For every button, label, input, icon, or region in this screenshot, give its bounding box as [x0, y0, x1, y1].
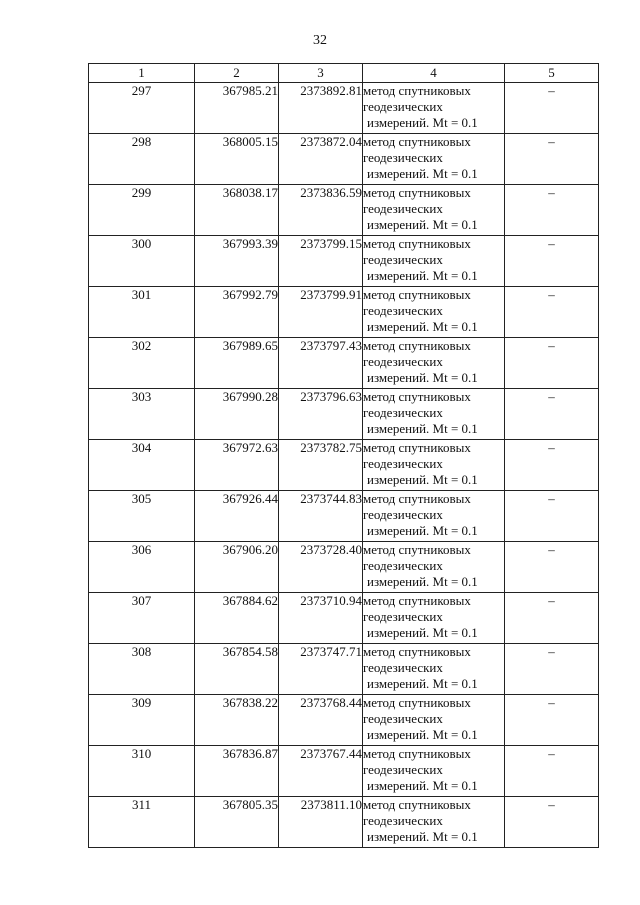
table-row — [89, 134, 599, 185]
table-row — [89, 236, 599, 287]
x-coordinate-cell: 368038.17 — [195, 185, 279, 236]
method-text-line: геодезических — [363, 405, 443, 420]
note-cell: – — [505, 491, 599, 542]
method-text-line: измерений. Mt = 0.1 — [367, 625, 478, 640]
method-text-line: метод спутниковых — [363, 797, 471, 812]
y-coordinate-cell: 2373872.04 — [279, 134, 363, 185]
method-text-line: метод спутниковых — [363, 83, 471, 98]
method-cell — [363, 491, 505, 542]
method-text-line: измерений. Mt = 0.1 — [367, 115, 478, 130]
method-cell — [363, 287, 505, 338]
point-number-cell: 308 — [89, 644, 195, 695]
method-text-line: метод спутниковых — [363, 338, 471, 353]
table-row — [89, 491, 599, 542]
point-number-cell: 300 — [89, 236, 195, 287]
x-coordinate-cell: 367836.87 — [195, 746, 279, 797]
method-text-line: измерений. Mt = 0.1 — [367, 217, 478, 232]
column-header: 2 — [195, 64, 279, 83]
table-row — [89, 185, 599, 236]
x-coordinate-cell: 367993.39 — [195, 236, 279, 287]
method-text-line: геодезических — [363, 660, 443, 675]
y-coordinate-cell: 2373710.94 — [279, 593, 363, 644]
method-text-line: геодезических — [363, 711, 443, 726]
method-cell — [363, 134, 505, 185]
y-coordinate-cell: 2373796.63 — [279, 389, 363, 440]
table-row — [89, 389, 599, 440]
method-text-line: геодезических — [363, 150, 443, 165]
method-cell — [363, 593, 505, 644]
method-cell — [363, 338, 505, 389]
x-coordinate-cell: 367992.79 — [195, 287, 279, 338]
x-coordinate-cell: 367926.44 — [195, 491, 279, 542]
method-text-line: геодезических — [363, 354, 443, 369]
table-row — [89, 797, 599, 848]
method-text-line: геодезических — [363, 252, 443, 267]
table-row — [89, 644, 599, 695]
table-header-row — [89, 64, 599, 83]
method-cell — [363, 746, 505, 797]
y-coordinate-cell: 2373799.15 — [279, 236, 363, 287]
table-row — [89, 542, 599, 593]
y-coordinate-cell: 2373767.44 — [279, 746, 363, 797]
point-number-cell: 304 — [89, 440, 195, 491]
note-cell: – — [505, 389, 599, 440]
method-text-line: геодезических — [363, 558, 443, 573]
note-cell: – — [505, 236, 599, 287]
method-cell — [363, 695, 505, 746]
y-coordinate-cell: 2373744.83 — [279, 491, 363, 542]
method-text-line: метод спутниковых — [363, 287, 471, 302]
method-cell — [363, 644, 505, 695]
method-cell — [363, 185, 505, 236]
method-text-line: метод спутниковых — [363, 389, 471, 404]
note-cell: – — [505, 746, 599, 797]
x-coordinate-cell: 367884.62 — [195, 593, 279, 644]
note-cell: – — [505, 440, 599, 491]
method-cell — [363, 389, 505, 440]
x-coordinate-cell: 367989.65 — [195, 338, 279, 389]
note-cell: – — [505, 593, 599, 644]
method-text-line: геодезических — [363, 456, 443, 471]
y-coordinate-cell: 2373799.91 — [279, 287, 363, 338]
method-text-line: метод спутниковых — [363, 236, 471, 251]
method-text-line: измерений. Mt = 0.1 — [367, 523, 478, 538]
point-number-cell: 307 — [89, 593, 195, 644]
column-header: 5 — [505, 64, 599, 83]
point-number-cell: 305 — [89, 491, 195, 542]
note-cell: – — [505, 338, 599, 389]
note-cell: – — [505, 185, 599, 236]
column-header: 3 — [279, 64, 363, 83]
method-cell — [363, 797, 505, 848]
table-row — [89, 338, 599, 389]
point-number-cell: 306 — [89, 542, 195, 593]
y-coordinate-cell: 2373811.10 — [279, 797, 363, 848]
point-number-cell: 299 — [89, 185, 195, 236]
x-coordinate-cell: 367805.35 — [195, 797, 279, 848]
point-number-cell: 311 — [89, 797, 195, 848]
point-number-cell: 297 — [89, 83, 195, 134]
method-cell — [363, 236, 505, 287]
y-coordinate-cell: 2373797.43 — [279, 338, 363, 389]
point-number-cell: 303 — [89, 389, 195, 440]
method-text-line: метод спутниковых — [363, 644, 471, 659]
method-text-line: измерений. Mt = 0.1 — [367, 574, 478, 589]
note-cell: – — [505, 287, 599, 338]
point-number-cell: 310 — [89, 746, 195, 797]
x-coordinate-cell: 368005.15 — [195, 134, 279, 185]
column-header: 1 — [89, 64, 195, 83]
method-text-line: метод спутниковых — [363, 185, 471, 200]
method-cell — [363, 542, 505, 593]
method-text-line: метод спутниковых — [363, 440, 471, 455]
method-text-line: измерений. Mt = 0.1 — [367, 727, 478, 742]
x-coordinate-cell: 367990.28 — [195, 389, 279, 440]
point-number-cell: 302 — [89, 338, 195, 389]
table-row — [89, 440, 599, 491]
y-coordinate-cell: 2373782.75 — [279, 440, 363, 491]
x-coordinate-cell: 367838.22 — [195, 695, 279, 746]
method-text-line: метод спутниковых — [363, 746, 471, 761]
note-cell: – — [505, 695, 599, 746]
x-coordinate-cell: 367906.20 — [195, 542, 279, 593]
y-coordinate-cell: 2373728.40 — [279, 542, 363, 593]
method-text-line: измерений. Mt = 0.1 — [367, 268, 478, 283]
method-text-line: метод спутниковых — [363, 593, 471, 608]
y-coordinate-cell: 2373836.59 — [279, 185, 363, 236]
method-text-line: метод спутниковых — [363, 491, 471, 506]
point-number-cell: 298 — [89, 134, 195, 185]
method-text-line: геодезических — [363, 303, 443, 318]
method-text-line: геодезических — [363, 507, 443, 522]
table-row — [89, 695, 599, 746]
method-text-line: измерений. Mt = 0.1 — [367, 166, 478, 181]
x-coordinate-cell: 367985.21 — [195, 83, 279, 134]
method-text-line: измерений. Mt = 0.1 — [367, 472, 478, 487]
method-text-line: геодезических — [363, 813, 443, 828]
method-text-line: измерений. Mt = 0.1 — [367, 829, 478, 844]
table-header — [89, 64, 599, 83]
method-text-line: геодезических — [363, 201, 443, 216]
method-text-line: измерений. Mt = 0.1 — [367, 370, 478, 385]
method-text-line: измерений. Mt = 0.1 — [367, 778, 478, 793]
table-row — [89, 593, 599, 644]
method-cell — [363, 440, 505, 491]
x-coordinate-cell: 367972.63 — [195, 440, 279, 491]
note-cell: – — [505, 644, 599, 695]
page-number: 32 — [313, 33, 327, 48]
method-text-line: метод спутниковых — [363, 134, 471, 149]
note-cell: – — [505, 134, 599, 185]
method-text-line: метод спутниковых — [363, 542, 471, 557]
method-text-line: геодезических — [363, 609, 443, 624]
point-number-cell: 301 — [89, 287, 195, 338]
method-text-line: геодезических — [363, 762, 443, 777]
method-cell — [363, 83, 505, 134]
table-row — [89, 83, 599, 134]
method-text-line: измерений. Mt = 0.1 — [367, 319, 478, 334]
method-text-line: геодезических — [363, 99, 443, 114]
table-row — [89, 287, 599, 338]
point-number-cell: 309 — [89, 695, 195, 746]
column-header: 4 — [363, 64, 505, 83]
note-cell: – — [505, 83, 599, 134]
y-coordinate-cell: 2373892.81 — [279, 83, 363, 134]
y-coordinate-cell: 2373768.44 — [279, 695, 363, 746]
method-text-line: метод спутниковых — [363, 695, 471, 710]
coordinates-table — [88, 63, 599, 848]
note-cell: – — [505, 542, 599, 593]
method-text-line: измерений. Mt = 0.1 — [367, 421, 478, 436]
x-coordinate-cell: 367854.58 — [195, 644, 279, 695]
y-coordinate-cell: 2373747.71 — [279, 644, 363, 695]
note-cell: – — [505, 797, 599, 848]
method-text-line: измерений. Mt = 0.1 — [367, 676, 478, 691]
table-body — [89, 83, 599, 848]
table-row — [89, 746, 599, 797]
